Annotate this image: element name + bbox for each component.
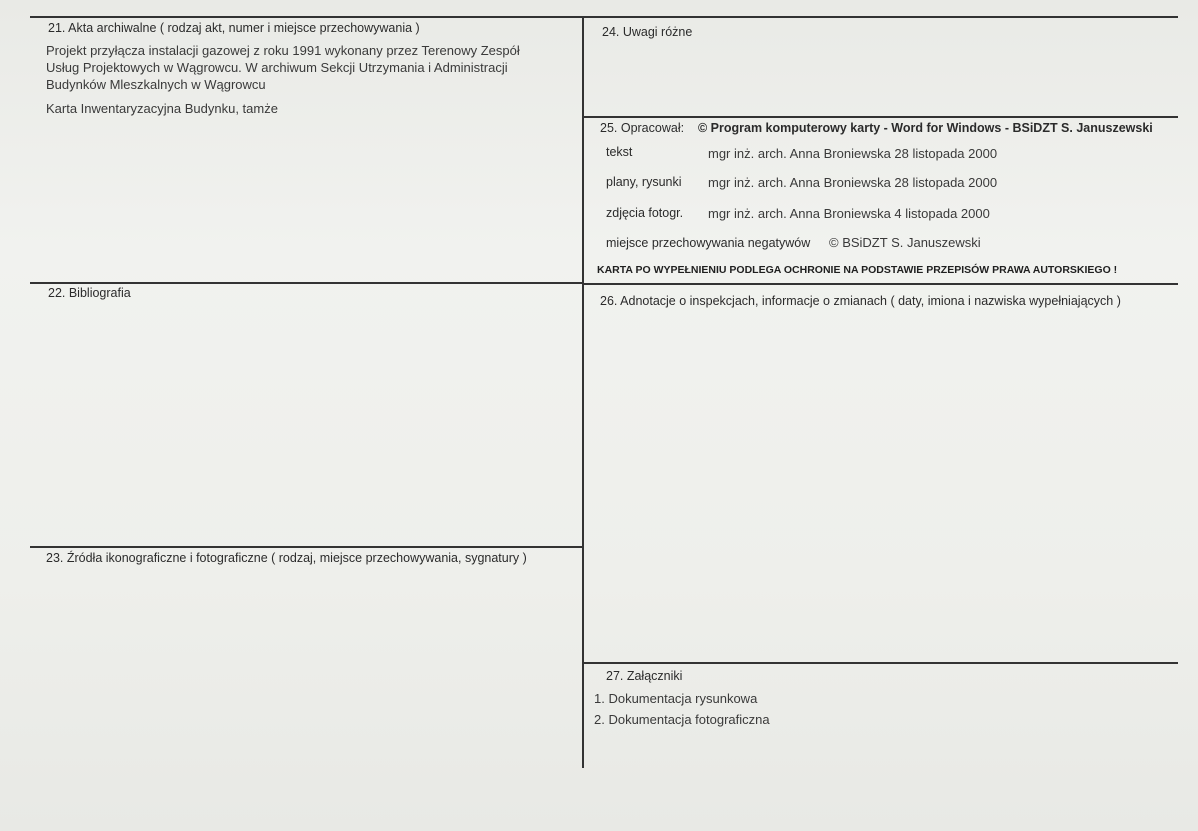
negatives-key: miejsce przechowywania negatywów [606,236,811,250]
section-27-heading: 27. Załączniki [606,669,683,683]
row-value-plany: mgr inż. arch. Anna Broniewska 28 listopada 2000 [708,175,998,190]
center-divider-line [582,16,584,768]
top-border-line [30,16,1178,18]
section-21-extra: Karta Inwentaryzacyjna Budynku, tamże [46,101,278,116]
program-copyright: © Program komputerowy karty - Word for Windows - BSiDZT S. Januszewski [698,121,1153,135]
row-value-zdjecia: mgr inż. arch. Anna Broniewska 4 listopada 2000 [708,206,990,221]
section-23-heading: 23. Źródła ikonograficzne i fotograficzne ( rodzaj, miejsce przechowywania, sygnatury ) [46,551,527,565]
section-21-line-1: Projekt przyłącza instalacji gazowej z roku 1991 wykonany przez Terenowy Zespół [46,43,520,58]
section-21-line-2: Usług Projektowych w Wągrowcu. W archiwum Sekcji Utrzymania i Administracji [46,60,508,75]
section-26-heading: 26. Adnotacje o inspekcjach, informacje o zmianach ( daty, imiona i nazwiska wypełniających ) [600,294,1121,308]
row-value-tekst: mgr inż. arch. Anna Broniewska 28 listopada 2000 [708,146,998,161]
section-25-label: 25. Opracował: [600,121,685,135]
section-21-line-3: Budynków Mleszkalnych w Wągrowcu [46,77,266,92]
divider-22-23 [30,546,584,548]
section-24-heading: 24. Uwagi różne [602,25,693,39]
attachment-item-2: 2. Dokumentacja fotograficzna [594,712,770,727]
divider-24-25 [584,116,1178,118]
row-key-tekst: tekst [606,145,633,159]
attachment-item-1: 1. Dokumentacja rysunkowa [594,691,758,706]
row-key-plany: plany, rysunki [606,175,682,189]
divider-26-27 [584,662,1178,664]
row-key-zdjecia: zdjęcia fotogr. [606,206,684,220]
section-21-heading: 21. Akta archiwalne ( rodzaj akt, numer i miejsce przechowywania ) [48,21,420,35]
copyright-notice: KARTA PO WYPEŁNIENIU PODLEGA OCHRONIE NA PODSTAWIE PRZEPISÓW PRAWA AUTORSKIEGO ! [597,264,1118,276]
divider-25-26 [584,283,1178,285]
section-22-heading: 22. Bibliografia [48,286,131,300]
divider-21-22 [30,282,584,284]
negatives-value: © BSiDZT S. Januszewski [829,235,981,250]
